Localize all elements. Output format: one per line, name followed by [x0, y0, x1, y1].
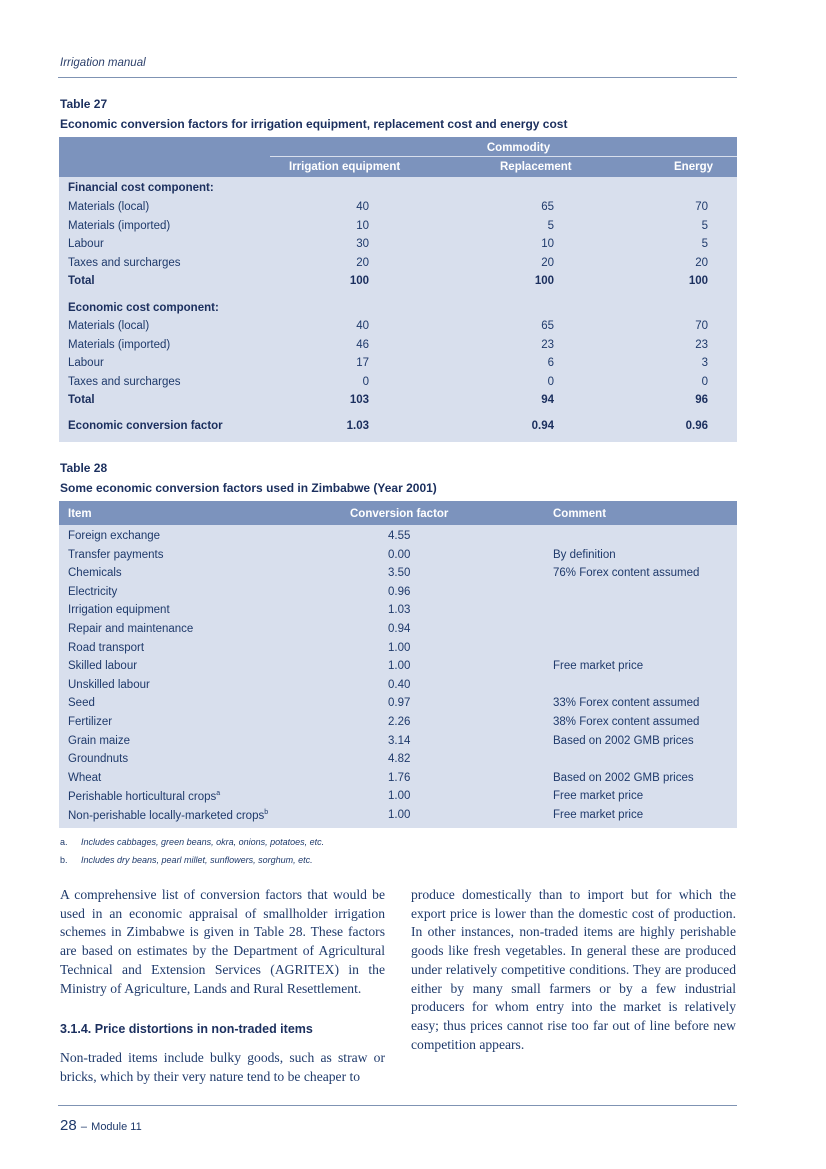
comment-text: Based on 2002 GMB prices: [553, 734, 694, 747]
item-label: Seed: [68, 697, 95, 710]
item-label: Chemicals: [68, 567, 122, 580]
factor-value: 0.96: [388, 585, 411, 598]
factor-value: 1.00: [388, 660, 411, 673]
item-cell: [68, 623, 193, 635]
row-label: Materials (local): [68, 320, 150, 332]
body-left-paragraph-1: A comprehensive list of conversion factors that would be used in an economic appraisal of smallholder irrigation schemes in Zimbabwe is given in Table 28. These factors are based on estimates by the Department of Agricultural Technical and Extension Services (AGRITEX) in the Ministry of Agriculture, Lands and Rural Resettlement.: [60, 887, 385, 996]
replacement-value: 0.94: [531, 420, 554, 432]
replacement-value: 100: [534, 275, 554, 287]
table27-col-irrigation: Irrigation equipment: [289, 161, 401, 173]
irrigation-value: 100: [349, 275, 369, 287]
row-label: Taxes and surcharges: [68, 256, 181, 269]
item-cell: [68, 530, 160, 542]
energy-value: 5: [701, 219, 708, 232]
section-title: 3.1.4. Price distortions in non-traded items: [60, 1022, 313, 1036]
energy-value: 23: [695, 338, 708, 351]
financial-heading: Financial cost component:: [68, 182, 214, 194]
replacement-value: 0: [547, 375, 554, 388]
table28-label: Table 28: [60, 461, 108, 475]
footnote-a: [60, 837, 324, 847]
row-label: Labour: [68, 238, 104, 250]
item-label: Unskilled labour: [68, 678, 150, 691]
factor-value: 1.00: [388, 809, 411, 821]
item-label: Electricity: [68, 585, 118, 598]
irrigation-value: 46: [356, 338, 369, 351]
item-cell: [68, 753, 128, 765]
item-label: Wheat: [68, 771, 102, 784]
factor-value: 1.03: [388, 604, 411, 617]
item-cell: [68, 604, 170, 616]
item-label: Repair and maintenance: [68, 623, 194, 635]
footer-rule: [58, 1105, 737, 1106]
replacement-value: 5: [547, 219, 554, 232]
body-left-paragraph-2: Non-traded items include bulky goods, such as straw or bricks, which by their very nature tend to be cheaper to: [60, 1050, 385, 1084]
replacement-value: 20: [541, 256, 554, 269]
irrigation-value: 40: [356, 201, 369, 213]
energy-value: 3: [701, 357, 708, 369]
energy-value: 20: [695, 256, 708, 269]
replacement-value: 65: [541, 320, 554, 332]
item-cell: [68, 772, 101, 784]
factor-value: 1.00: [388, 790, 411, 803]
item-cell: [68, 567, 122, 579]
table27-col-replacement: Replacement: [500, 161, 572, 173]
comment-text: Free market price: [553, 790, 644, 803]
row-label: Materials (imported): [68, 219, 171, 232]
energy-value: 0.96: [685, 420, 708, 432]
replacement-value: 10: [541, 238, 554, 250]
comment-text: 76% Forex content assumed: [553, 567, 700, 580]
module-label: Module 11: [91, 1121, 142, 1133]
table28-caption: Some economic conversion factors used in Zimbabwe (Year 2001): [60, 481, 437, 495]
replacement-value: 23: [541, 338, 554, 351]
table28-header: [59, 501, 737, 525]
factor-value: 0.97: [388, 697, 411, 710]
irrigation-value: 1.03: [346, 420, 369, 432]
comment-text: Based on 2002 GMB prices: [553, 771, 694, 784]
row-label: Labour: [68, 357, 104, 369]
irrigation-value: 0: [362, 375, 369, 388]
row-label: Total: [68, 394, 95, 406]
factor-value: 3.14: [388, 734, 411, 747]
table28-col-comment: Comment: [553, 508, 607, 520]
item-cell: [68, 660, 137, 672]
header-rule: [58, 77, 737, 78]
item-cell: [68, 586, 117, 598]
table28-col-factor: Conversion factor: [350, 508, 449, 520]
footnote-b: [60, 855, 313, 865]
irrigation-value: 20: [356, 256, 369, 269]
body-right-paragraph: produce domestically than to import but for which the export price is lower than the domestic cost of production. In other instances, non-traded items are highly perishable goods like fresh vegetables. In general these are produced under relatively competitive conditions. They are produced either by many small farmers or by a few industrial producers for whom entry into the market is relatively easy; thus prices cannot rise too far out of line before new competition appears.: [411, 887, 736, 1052]
row-label: Economic conversion factor: [68, 420, 223, 432]
item-label: Irrigation equipment: [68, 604, 170, 617]
energy-value: 70: [695, 201, 708, 213]
irrigation-value: 30: [356, 238, 369, 250]
factor-value: 1.00: [388, 641, 411, 654]
factor-value: 4.82: [388, 753, 411, 766]
energy-value: 100: [688, 275, 708, 287]
table27: [59, 137, 737, 442]
table27-group-header: Commodity: [270, 137, 737, 157]
item-label: Transfer payments: [68, 548, 164, 561]
item-label: Foreign exchange: [68, 530, 161, 542]
factor-value: 4.55: [388, 530, 411, 542]
factor-value: 0.94: [388, 623, 411, 635]
footnote-marker: b: [264, 809, 269, 816]
energy-value: 0: [701, 375, 708, 388]
footnote-text: Includes dry beans, pearl millet, sunflowers, sorghum, etc.: [81, 855, 313, 865]
table27-col-energy: Energy: [674, 161, 713, 173]
item-cell: [68, 642, 144, 654]
page-number: 28: [60, 1117, 77, 1134]
factor-value: 3.50: [388, 567, 411, 580]
table28: [59, 501, 737, 828]
item-label: Perishable horticultural crops: [68, 791, 217, 804]
energy-value: 5: [701, 238, 708, 250]
item-label: Groundnuts: [68, 753, 129, 766]
replacement-value: 65: [541, 201, 554, 213]
row-label: Taxes and surcharges: [68, 375, 181, 388]
comment-text: 33% Forex content assumed: [553, 697, 700, 710]
table27-caption: Economic conversion factors for irrigation equipment, replacement cost and energy cost: [60, 117, 568, 131]
item-cell: [68, 697, 95, 709]
energy-value: 96: [695, 394, 708, 406]
table27-label: Table 27: [60, 97, 108, 111]
row-label: Total: [68, 275, 95, 287]
comment-text: By definition: [553, 548, 616, 561]
item-label: Grain maize: [68, 734, 130, 747]
footnote-mark: b.: [60, 855, 68, 865]
item-cell: [68, 735, 130, 747]
row-label: Materials (imported): [68, 338, 171, 351]
item-label: Road transport: [68, 641, 145, 654]
economic-heading: Economic cost component:: [68, 302, 219, 314]
item-cell: [68, 549, 163, 561]
irrigation-value: 17: [356, 357, 369, 369]
running-header: Irrigation manual: [60, 57, 146, 69]
footnote-mark: a.: [60, 837, 68, 847]
item-cell: [68, 790, 220, 803]
factor-value: 1.76: [388, 771, 411, 784]
irrigation-value: 10: [356, 219, 369, 232]
table27-header: [59, 137, 737, 177]
energy-value: 70: [695, 320, 708, 332]
replacement-value: 94: [541, 394, 554, 406]
item-label: Non-perishable locally-marketed crops: [68, 809, 265, 822]
table28-col-item: Item: [68, 508, 92, 520]
item-cell: [68, 809, 268, 822]
comment-text: 38% Forex content assumed: [553, 716, 700, 728]
replacement-value: 6: [547, 357, 554, 369]
comment-text: Free market price: [553, 660, 644, 673]
footnote-marker: a: [216, 790, 221, 798]
row-label: Materials (local): [68, 201, 150, 213]
item-cell: [68, 679, 150, 691]
irrigation-value: 103: [349, 394, 369, 406]
factor-value: 0.40: [388, 678, 411, 691]
page-footer: [60, 1117, 142, 1134]
factor-value: 0.00: [388, 548, 411, 561]
item-label: Fertilizer: [68, 716, 113, 728]
factor-value: 2.26: [388, 716, 411, 728]
irrigation-value: 40: [356, 320, 369, 332]
comment-text: Free market price: [553, 809, 644, 821]
footer-separator: –: [80, 1121, 87, 1133]
footnote-text: Includes cabbages, green beans, okra, onions, potatoes, etc.: [81, 837, 325, 847]
item-cell: [68, 716, 112, 728]
item-label: Skilled labour: [68, 660, 138, 673]
